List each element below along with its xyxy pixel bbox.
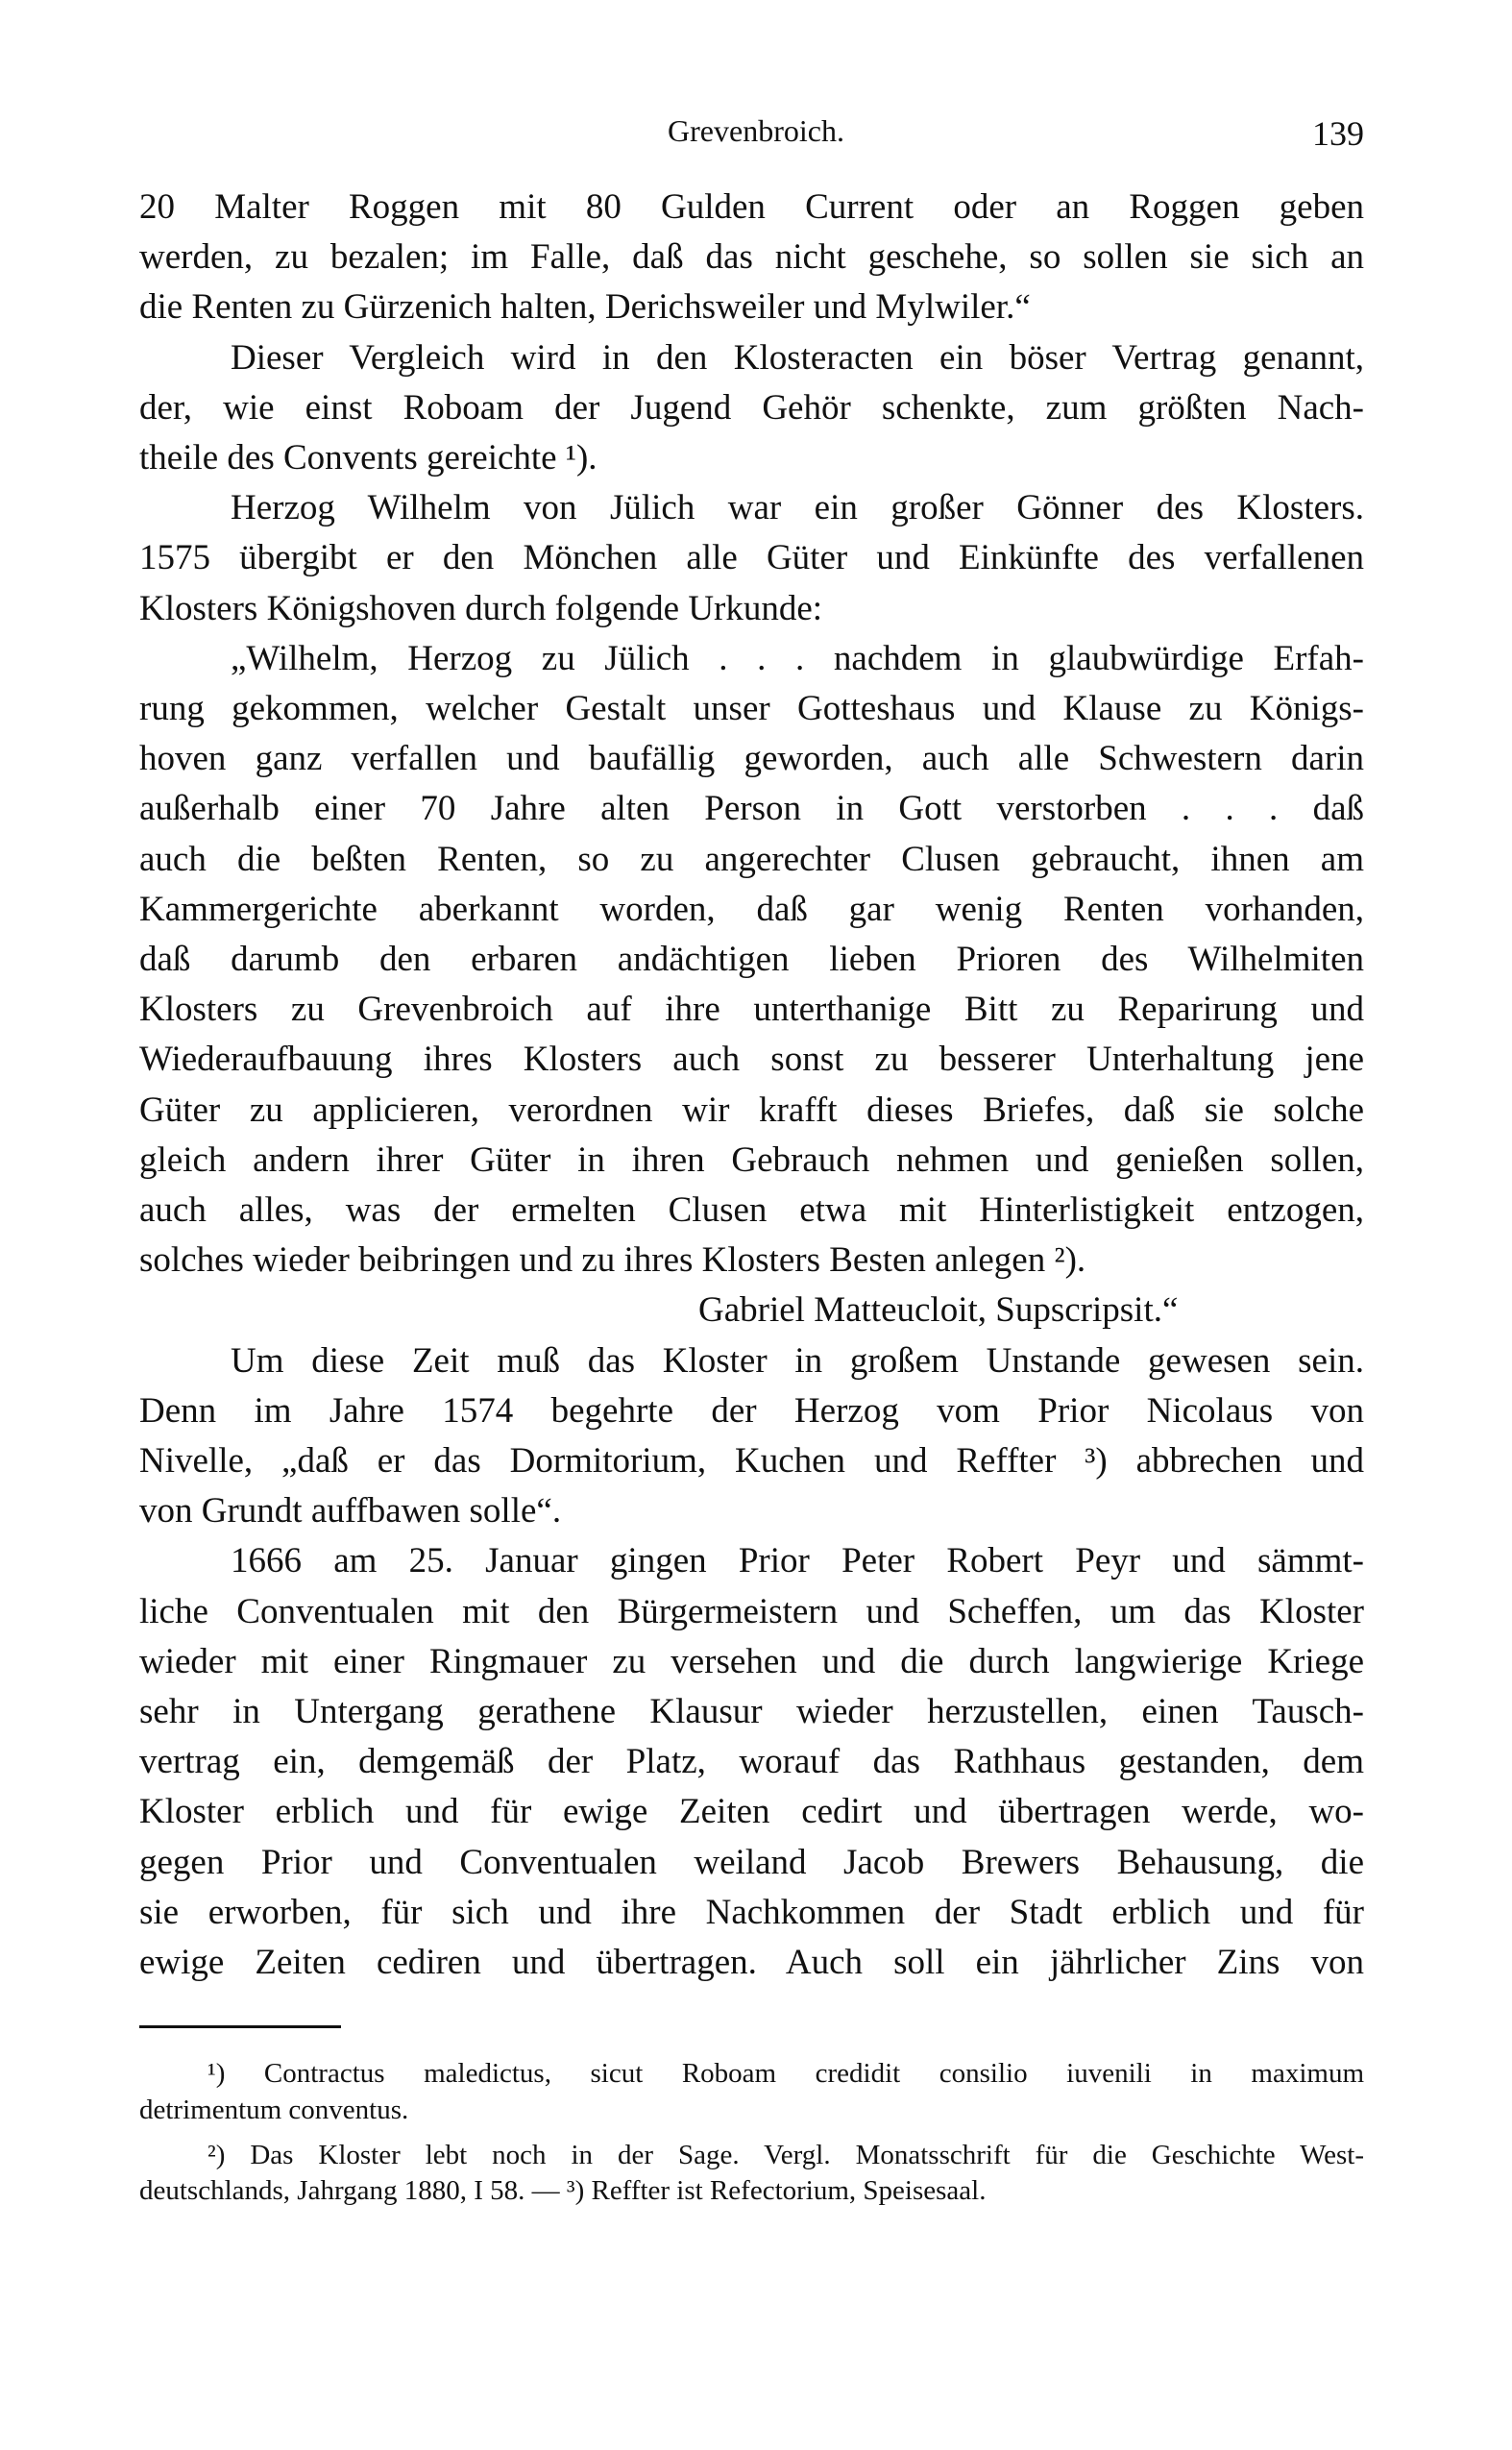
text-line: ewige Zeiten cediren und übertragen. Auch soll ein jährlicher Zins von: [139, 1943, 1364, 1982]
text-line: sie erworben, für sich und ihre Nachkommen der Stadt erblich und für: [139, 1892, 1364, 1932]
text-line: 20 Malter Roggen mit 80 Gulden Current oder an Roggen geben: [139, 187, 1364, 227]
text-line: außerhalb einer 70 Jahre alten Person in Gott verstorben . . . daß: [139, 789, 1364, 829]
text-line: solches wieder beibringen und zu ihres Klosters Besten anlegen ²).: [139, 1240, 1086, 1281]
text-line: Kloster erblich und für ewige Zeiten cedirt und übertragen werde, wo-: [139, 1792, 1364, 1832]
footnote-line: deutschlands, Jahrgang 1880, I 58. — ³) Reffter ist Refectorium, Speisesaal.: [139, 2175, 987, 2206]
text-line: Klosters zu Grevenbroich auf ihre unterthanige Bitt zu Reparirung und: [139, 990, 1364, 1030]
text-line: der, wie einst Roboam der Jugend Gehör schenkte, zum größten Nach-: [139, 387, 1364, 428]
text-line: Gabriel Matteucloit, Supscripsit.“: [698, 1290, 1179, 1331]
page-number: 139: [1312, 114, 1364, 153]
text-line: Klosters Königshoven durch folgende Urkunde:: [139, 588, 823, 628]
text-line: liche Conventualen mit den Bürgermeistern und Scheffen, um das Kloster: [139, 1591, 1364, 1631]
text-line: daß darumb den erbaren andächtigen lieben Prioren des Wilhelmiten: [139, 940, 1364, 979]
text-line: vertrag ein, demgemäß der Platz, worauf das Rathhaus gestanden, dem: [139, 1742, 1364, 1782]
text-line: 1666 am 25. Januar gingen Prior Peter Robert Peyr und sämmt-: [231, 1541, 1364, 1581]
text-line: „Wilhelm, Herzog zu Jülich . . . nachdem in glaubwürdige Erfah-: [231, 638, 1364, 678]
text-line: gleich andern ihrer Güter in ihren Gebrauch nehmen und genießen sollen,: [139, 1139, 1364, 1180]
footnote-rule: [139, 2025, 341, 2028]
text-line: gegen Prior und Conventualen weiland Jacob Brewers Behausung, die: [139, 1842, 1364, 1882]
text-line: hoven ganz verfallen und baufällig geworden, auch alle Schwestern darin: [139, 739, 1364, 779]
text-line: sehr in Untergang gerathene Klausur wieder herzustellen, einen Tausch-: [139, 1692, 1364, 1731]
footnote-line: ²) Das Kloster lebt noch in der Sage. Vergl. Monatsschrift für die Geschichte West-: [207, 2140, 1364, 2170]
text-line: Dieser Vergleich wird in den Klosteracten ein böser Vertrag genannt,: [231, 337, 1364, 378]
text-line: von Grundt auffbawen solle“.: [139, 1491, 562, 1531]
text-line: Wiederaufbauung ihres Klosters auch sonst zu besserer Unterhaltung jene: [139, 1040, 1364, 1080]
text-line: Kammergerichte aberkannt worden, daß gar wenig Renten vorhanden,: [139, 889, 1364, 929]
text-line: Herzog Wilhelm von Jülich war ein großer Gönner des Klosters.: [231, 488, 1364, 528]
text-line: 1575 übergibt er den Mönchen alle Güter und Einkünfte des verfallenen: [139, 538, 1364, 578]
text-line: rung gekommen, welcher Gestalt unser Gotteshaus und Klause zu Königs-: [139, 689, 1364, 728]
text-line: werden, zu bezalen; im Falle, daß das nicht geschehe, so sollen sie sich an: [139, 237, 1364, 278]
text-line: die Renten zu Gürzenich halten, Derichsweiler und Mylwiler.“: [139, 287, 1031, 328]
text-line: Um diese Zeit muß das Kloster in großem Unstande gewesen sein.: [231, 1340, 1364, 1381]
text-line: wieder mit einer Ringmauer zu versehen und die durch langwierige Kriege: [139, 1641, 1364, 1681]
text-line: Nivelle, „daß er das Dormitorium, Kuchen und Reffter ³) abbrechen und: [139, 1441, 1364, 1481]
text-line: theile des Convents gereichte ¹).: [139, 438, 597, 478]
footnote-line: detrimentum conventus.: [139, 2095, 409, 2125]
running-head: Grevenbroich.: [668, 113, 844, 148]
text-line: Güter zu applicieren, verordnen wir krafft dieses Briefes, daß sie solche: [139, 1090, 1364, 1130]
text-line: Denn im Jahre 1574 begehrte der Herzog vom Prior Nicolaus von: [139, 1390, 1364, 1431]
text-line: auch alles, was der ermelten Clusen etwa mit Hinterlistigkeit entzogen,: [139, 1190, 1364, 1230]
text-line: auch die beßten Renten, so zu angerechter Clusen gebraucht, ihnen am: [139, 839, 1364, 879]
footnote-line: ¹) Contractus maledictus, sicut Roboam credidit consilio iuvenili in maximum: [207, 2058, 1364, 2089]
